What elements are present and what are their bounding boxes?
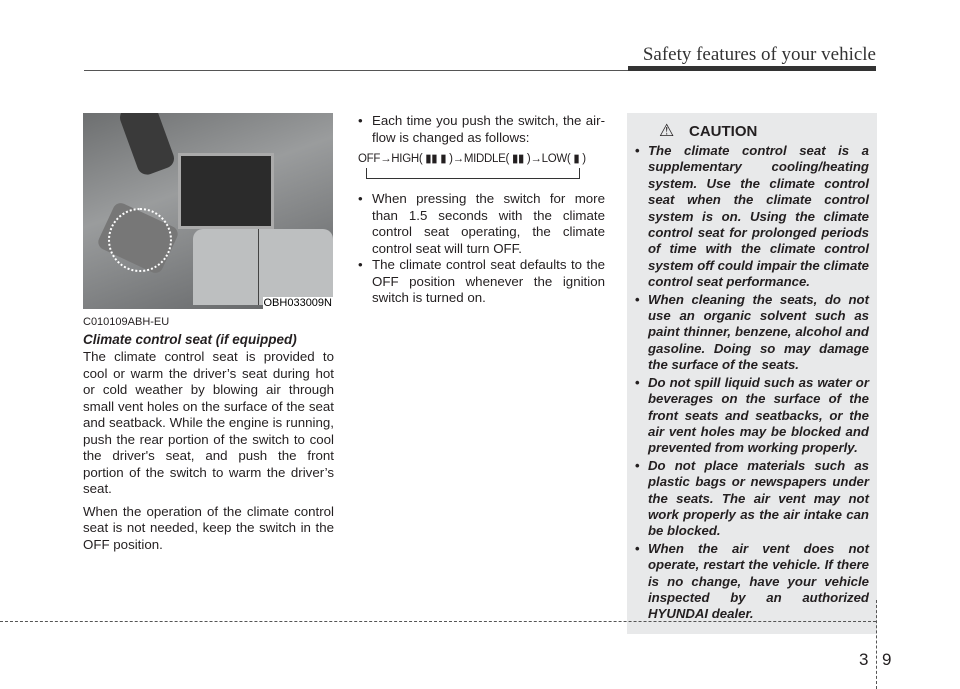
header-rule-accent [628, 66, 876, 71]
chapter-number: 3 [859, 650, 869, 669]
bullet-list [355, 113, 605, 146]
footer-divider [876, 600, 877, 689]
caution-title: CAUTION [689, 123, 758, 140]
list-item: • When the air vent does not operate, restart the vehicle. If there is no change, have your vehicle inspected by an authorized HYUNDAI dealer. [633, 541, 869, 623]
list-item: • Each time you push the switch, the air-flow is changed as follows: [355, 113, 605, 146]
inset-divider [258, 229, 259, 305]
warning-icon: ⚠ [659, 121, 675, 140]
middle-column [355, 113, 605, 307]
list-item: • When pressing the switch for more than 1.5 seconds with the climate control seat operating, the climate control seat will turn OFF. [355, 191, 605, 257]
footer-rule [0, 621, 876, 622]
paragraph: When the operation of the climate control seat is not needed, keep the switch in the OFF position. [83, 503, 334, 552]
caution-header [633, 121, 869, 143]
section-code: C010109ABH-EU [83, 316, 170, 328]
list-item: • The climate control seat is a supplementary cooling/heating system. Use the climate control seat when the climate control system is on. Using the climate control seat for prolonged periods of time with the climate control system off could impair the climate control seat performance. [633, 143, 869, 291]
left-column-text [83, 315, 334, 559]
cycle-arrow [366, 168, 580, 179]
caution-box [627, 113, 877, 634]
list-item: • Do not place materials such as plastic bags or newspapers under the seats. The air vent may not work properly as the air intake can be blocked. [633, 458, 869, 540]
seat-switch-illustration [83, 113, 333, 309]
gear-lever [117, 113, 177, 177]
highlight-circle [108, 208, 172, 272]
gear-slot [178, 153, 274, 229]
list-item: • When cleaning the seats, do not use an organic solvent such as paint thinner, benzene, alcohol and gasoline. Doing so may damage the surface of the seats. [633, 292, 869, 374]
paragraph: The climate control seat is provided to cool or warm the driver’s seat during hot or cold weather by blowing air through small vent holes on the surface of the seat and seatback. While the engine is running, push the rear portion of the switch to cool the driver's seat, and push the front portion of the switch to warm the driver’s seat. [83, 349, 334, 496]
bullet-list [355, 191, 605, 307]
page-number: 9 [882, 650, 892, 669]
caution-list [633, 143, 869, 623]
airflow-sequence: OFF→HIGH( ▮▮ ▮ )→MIDDLE( ▮▮ )→LOW( ▮ ) [358, 153, 586, 165]
list-item: • Do not spill liquid such as water or beverages on the surface of the front seats and seatbacks, or the air vent holes may be blocked and prevented from working properly. [633, 375, 869, 457]
list-item: • The climate control seat defaults to the OFF position whenever the ignition switch is turned on. [355, 257, 605, 307]
header-title: Safety features of your vehicle [642, 44, 876, 65]
figure-label: OBH033009N [263, 297, 332, 309]
switch-detail-inset [193, 229, 333, 305]
section-title: Climate control seat (if equipped) [83, 332, 297, 347]
